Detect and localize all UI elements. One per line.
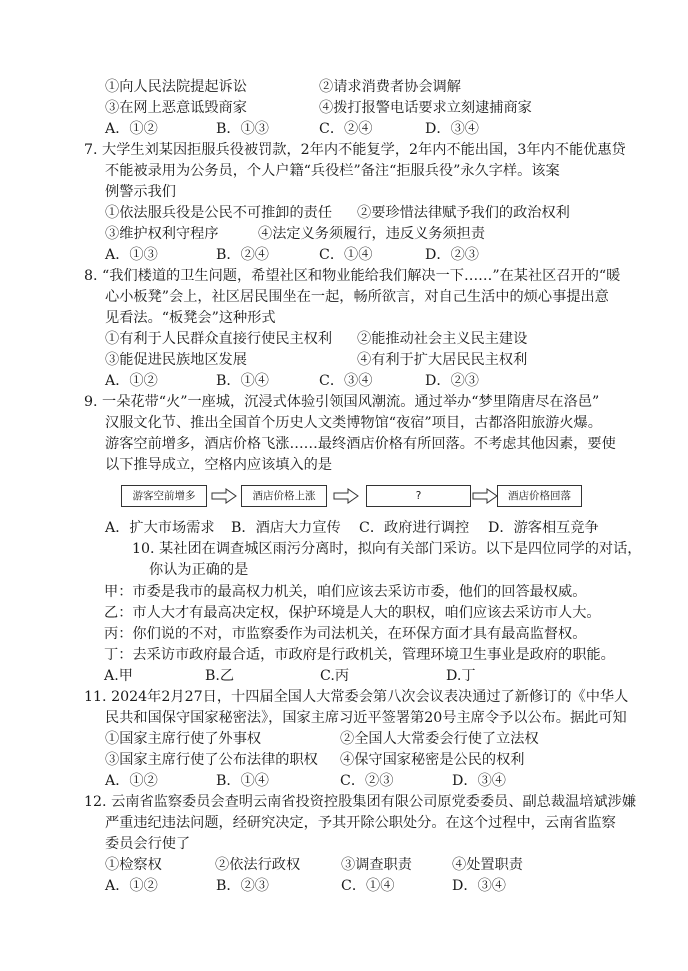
q12-answer-a: A．①② — [105, 878, 158, 894]
q6-option-3: ③在网上恶意诋毁商家 — [105, 100, 247, 116]
q7-stem-line-2: 不能被录用为公务员，个人户籍“兵役栏”备注“拒服兵役”永久字样。该案 — [105, 163, 560, 179]
q8-option-2: ②能推动社会主义民主建设 — [357, 331, 528, 347]
q9-answer-a: A．扩大市场需求 — [105, 520, 215, 536]
q12-option-4: ④处置职责 — [452, 857, 523, 873]
q8-stem-line-2: 心小板凳”会上，社区居民围坐在一起，畅所欲言，对自己生活中的烦心事提出意 — [105, 289, 609, 305]
q11-answer-a: A．①② — [105, 773, 158, 789]
q11-option-2: ②全国人大常委会行使了立法权 — [340, 731, 539, 747]
q10-answer-c: C.丙 — [320, 668, 350, 684]
flow-box-blank: ? — [366, 485, 471, 507]
q6-answer-b: B．①③ — [216, 121, 269, 137]
q6-answer-c: C．②④ — [319, 121, 373, 137]
q11-option-3: ③国家主席行使了公布法律的职权 — [105, 752, 318, 768]
q8-answer-b: B．①④ — [216, 373, 269, 389]
q12-answer-d: D．③④ — [452, 878, 506, 894]
q6-option-2: ②请求消费者协会调解 — [319, 79, 461, 95]
q11-answer-d: D．③④ — [452, 773, 506, 789]
q8-option-3: ③能促进民族地区发展 — [105, 352, 247, 368]
q8-stem-line-3: 见看法。“板凳会”这种形式 — [105, 310, 276, 326]
q11-answer-c: C．②③ — [340, 773, 394, 789]
q11-option-4: ④保守国家秘密是公民的权利 — [340, 752, 525, 768]
q7-answer-a: A．①③ — [105, 247, 158, 263]
q9-answer-d: D．游客相互竞争 — [488, 520, 599, 536]
q10-dialog-bing: 丙：你们说的不对，市监察委作为司法机关，在环保方面才具有最高监督权。 — [104, 626, 587, 642]
q9-stem-line-3: 游客空前增多，酒店价格飞涨……最终酒店价格有所回落。不考虑其他因素，要使 — [105, 436, 616, 452]
q10-answer-d: D.丁 — [446, 668, 476, 684]
q12-stem-line-1: 12. 云南省监察委员会查明云南省投资控股集团有限公司原党委委员、副总裁温培斌涉嫌 — [84, 794, 637, 810]
flow-arrow-icon — [211, 488, 237, 504]
q9-answer-b: B．酒店大力宣传 — [231, 520, 341, 536]
q11-option-1: ①国家主席行使了外事权 — [105, 731, 262, 747]
q10-stem-line-2: 你认为正确的是 — [149, 562, 249, 578]
q8-answer-c: C．③④ — [319, 373, 373, 389]
q7-stem-line-1: 7. 大学生刘某因拒服兵役被罚款，2年内不能复学，2年内不能出国，3年内不能优惠贷 — [84, 142, 626, 158]
flow-box-hotel-price-fall: 酒店价格回落 — [497, 485, 582, 507]
flow-box-tourists-increase: 游客空前增多 — [121, 485, 207, 507]
q12-answer-c: C．①④ — [341, 878, 395, 894]
q7-option-1: ①依法服兵役是公民不可推卸的责任 — [105, 205, 333, 221]
q7-answer-c: C．①④ — [319, 247, 373, 263]
q12-option-3: ③调查职责 — [341, 857, 412, 873]
q8-answer-a: A．①② — [105, 373, 158, 389]
q12-answer-b: B．②③ — [216, 878, 269, 894]
q8-answer-d: D．②③ — [425, 373, 479, 389]
q10-dialog-ding: 丁：去采访市政府最合适，市政府是行政机关，管理环境卫生事业是政府的职能。 — [104, 647, 615, 663]
flow-arrow-icon — [472, 488, 498, 504]
q7-option-2: ②要珍惜法律赋予我们的政治权利 — [357, 205, 570, 221]
q10-answer-a: A.甲 — [104, 668, 133, 684]
q7-option-3: ③维护权利守程序 — [105, 226, 219, 242]
q12-option-1: ①检察权 — [105, 857, 162, 873]
q8-stem-line-1: 8. “我们楼道的卫生问题，希望社区和物业能给我们解决一下……”在某社区召开的“暖 — [84, 268, 621, 284]
q9-stem-line-4: 以下推导成立，空格内应该填入的是 — [105, 457, 333, 473]
q12-option-2: ②依法行政权 — [215, 857, 301, 873]
q9-answer-c: C．政府进行调控 — [359, 520, 470, 536]
q6-answer-d: D．③④ — [425, 121, 479, 137]
q12-stem-line-2: 严重违纪违法问题，经研究决定，予其开除公职处分。在这个过程中，云南省监察 — [105, 815, 616, 831]
q6-option-1: ①向人民法院提起诉讼 — [105, 79, 247, 95]
q6-answer-a: A．①② — [105, 121, 158, 137]
flow-arrow-icon — [333, 488, 359, 504]
q11-stem-line-2: 民共和国保守国家秘密法》，国家主席习近平签署第20号主席令予以公布。据此可知 — [105, 710, 627, 726]
q7-option-4: ④法定义务须履行，违反义务须担责 — [258, 226, 486, 242]
q8-option-4: ④有利于扩大居民民主权利 — [357, 352, 528, 368]
q8-option-1: ①有利于人民群众直接行使民主权利 — [105, 331, 333, 347]
q7-answer-b: B．②④ — [216, 247, 269, 263]
q10-dialog-jia: 甲：市委是我市的最高权力机关，咱们应该去采访市委，他们的回答最权威。 — [104, 584, 587, 600]
q7-answer-d: D．②③ — [425, 247, 479, 263]
q6-option-4: ④拨打报警电话要求立刻逮捕商家 — [319, 100, 532, 116]
q12-stem-line-3: 委员会行使了 — [105, 836, 191, 852]
flow-box-hotel-price-rise: 酒店价格上涨 — [241, 485, 327, 507]
q10-dialog-yi: 乙：市人大才有最高决定权，保护环境是人大的职权，咱们应该去采访市人大。 — [104, 605, 601, 621]
q9-stem-line-2: 汉服文化节、推出全国首个历史人文类博物馆“夜宿”项目，古都洛阳旅游火爆。 — [105, 415, 602, 431]
q10-stem-line-1: 10. 某社团在调查城区雨污分离时，拟向有关部门采访。以下是四位同学的对话， — [132, 541, 642, 557]
q7-stem-line-3: 例警示我们 — [105, 184, 176, 200]
q11-stem-line-1: 11. 2024年2月27日，十四届全国人大常委会第八次会议表决通过了新修订的《中华人 — [84, 689, 629, 705]
q10-answer-b: B.乙 — [205, 668, 235, 684]
q11-answer-b: B．①④ — [216, 773, 269, 789]
q9-stem-line-1: 9. 一朵花带“火”一座城，沉浸式体验引领国风潮流。通过举办“梦里隋唐尽在洛邑” — [84, 394, 600, 410]
